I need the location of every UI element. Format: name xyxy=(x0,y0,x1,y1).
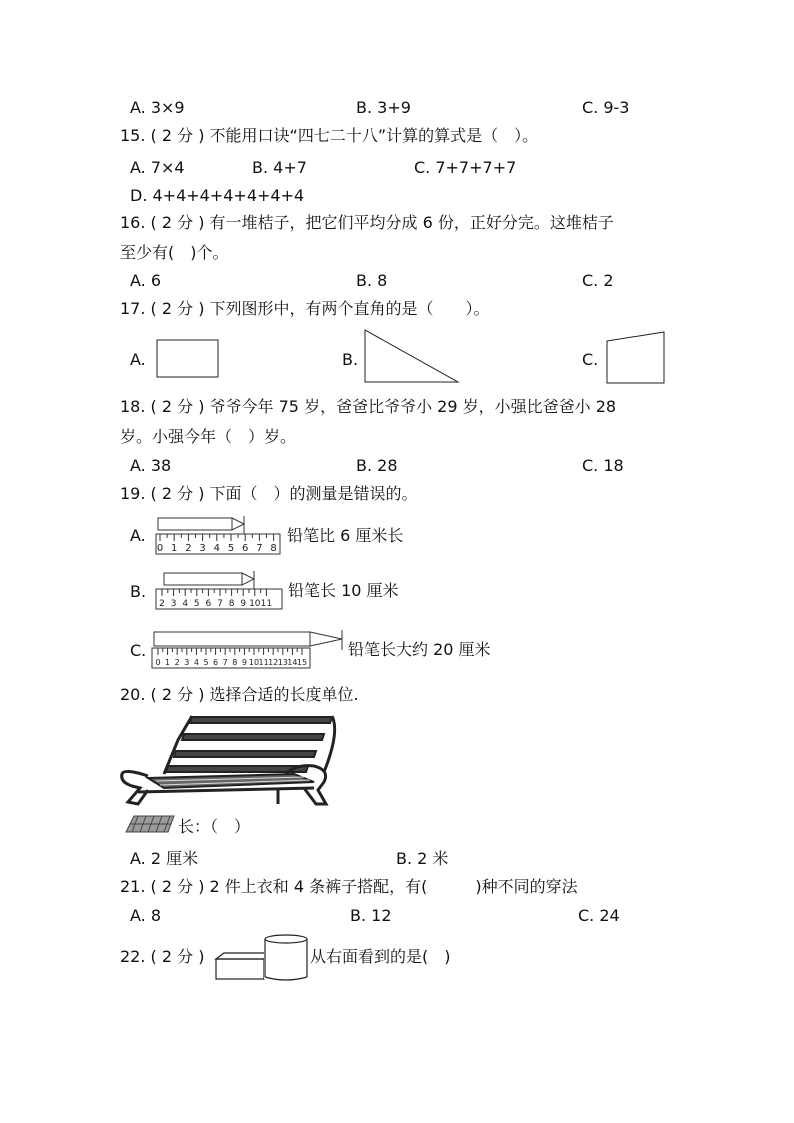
q20-stem: 20. ( 2 分 ) 选择合适的长度单位. xyxy=(120,685,359,704)
q16-option-b: B. 8 xyxy=(356,271,388,290)
ruler-tick-label: 4 xyxy=(182,599,189,609)
ruler-tick-label: 8 xyxy=(228,599,235,609)
q16-stem-line2: 至少有( )个。 xyxy=(120,243,229,262)
ruler-tick-label: 9 xyxy=(240,599,247,609)
q17-stem: 17. ( 2 分 ) 下列图形中，有两个直角的是（ ）。 xyxy=(120,299,490,318)
ruler-tick-label: 8 xyxy=(232,658,238,667)
q17-option-b: B. xyxy=(342,350,359,369)
q22-suffix: 从右面看到的是( ) xyxy=(310,947,451,966)
ruler-tick-label: 7 xyxy=(256,543,263,554)
ruler-tick-label: 7 xyxy=(222,658,228,667)
q14-option-a: A. 3×9 xyxy=(130,98,185,117)
q20-option-a: A. 2 厘米 xyxy=(130,849,199,868)
ruler-tick-label: 11 xyxy=(258,658,269,667)
ruler-tick-label: 5 xyxy=(227,543,235,554)
pencil-tip xyxy=(242,573,254,585)
q15-stem: 15. ( 2 分 ) 不能用口诀“四七二十八”计算的算式是（ ）。 xyxy=(120,126,539,145)
pencil-body xyxy=(154,632,310,646)
q20-option-b: B. 2 米 xyxy=(396,849,449,868)
ruler-tick-label: 4 xyxy=(193,658,199,667)
ruler-tick-label: 3 xyxy=(170,599,177,609)
q18-option-b: B. 28 xyxy=(356,456,398,475)
q19-ruler-figure-b xyxy=(156,571,284,611)
q19-option-a-text: 铅笔比 6 厘米长 xyxy=(287,526,404,545)
q18-stem-line1: 18. ( 2 分 ) 爷爷今年 75 岁，爸爸比爷爷小 29 岁，小强比爸爸小 28 xyxy=(120,397,617,416)
q16-option-a: A. 6 xyxy=(130,271,162,290)
q17-option-a: A. xyxy=(130,350,146,369)
ruler-tick-label: 10 xyxy=(248,658,260,667)
ruler-tick-label: 5 xyxy=(203,658,209,667)
q20-bench-illustration xyxy=(118,712,340,808)
ruler-tick-label: 5 xyxy=(193,599,200,609)
q19-option-c-text: 铅笔长大约 20 厘米 xyxy=(348,640,491,659)
ruler-tick-label: 1 xyxy=(165,658,171,667)
q21-option-c: C. 24 xyxy=(578,906,620,925)
q17-trapezoid-figure xyxy=(606,331,666,385)
q17-rectangle-figure xyxy=(156,339,220,379)
q15-option-b: B. 4+7 xyxy=(252,158,307,177)
ruler-tick-label: 2 xyxy=(159,599,165,609)
ruler-tick-label: 4 xyxy=(213,543,220,554)
q19-option-a-label: A. xyxy=(130,526,146,545)
q21-option-a: A. 8 xyxy=(130,906,162,925)
ruler-tick-label: 10 xyxy=(249,599,261,609)
ruler-tick-label: 3 xyxy=(184,658,190,667)
ruler-tick-label: 2 xyxy=(174,658,180,667)
pencil-tip xyxy=(232,518,244,530)
q15-option-a: A. 7×4 xyxy=(130,158,185,177)
q19-ruler-figure-a xyxy=(156,516,282,558)
ruler-tick-label: 13 xyxy=(277,658,288,667)
q22-prefix: 22. ( 2 分 ) xyxy=(120,947,205,966)
ruler-tick-label: 15 xyxy=(296,658,308,667)
ruler-tick-label: 6 xyxy=(205,599,212,609)
q22-objects-figure xyxy=(214,933,310,983)
q19-option-c-label: C. xyxy=(130,641,147,660)
ruler-tick-label: 14 xyxy=(287,658,298,667)
q15-option-c: C. 7+7+7+7 xyxy=(414,158,517,177)
q15-option-d: D. 4+4+4+4+4+4+4 xyxy=(130,186,305,205)
q19-ruler-figure-c xyxy=(152,630,348,672)
q16-option-c: C. 2 xyxy=(582,271,614,290)
pencil-body xyxy=(164,573,242,585)
q18-stem-line2: 岁。小强今年（ ）岁。 xyxy=(120,427,297,446)
q14-option-b: B. 3+9 xyxy=(356,98,411,117)
q18-option-c: C. 18 xyxy=(582,456,624,475)
q14-option-c: C. 9-3 xyxy=(582,98,630,117)
q20-bench-icon xyxy=(124,814,176,836)
ruler-tick-label: 2 xyxy=(185,543,192,554)
ruler-tick-label: 3 xyxy=(199,543,206,554)
q19-stem: 19. ( 2 分 ) 下面（ ）的测量是错误的。 xyxy=(120,484,418,503)
pencil-tip xyxy=(310,632,342,646)
ruler-tick-label: 6 xyxy=(213,658,219,667)
q21-option-b: B. 12 xyxy=(350,906,392,925)
ruler-tick-label: 7 xyxy=(217,599,223,609)
ruler-tick-label: 1 xyxy=(171,543,178,554)
q20-blank: 长：（ ） xyxy=(178,817,251,836)
q17-right-triangle-figure xyxy=(364,329,460,385)
ruler-tick-label: 9 xyxy=(241,658,247,667)
q16-stem-line1: 16. ( 2 分 ) 有一堆桔子，把它们平均分成 6 份，正好分完。这堆桔子 xyxy=(120,213,614,232)
q19-option-b-label: B. xyxy=(130,582,147,601)
q17-option-c: C. xyxy=(582,350,599,369)
ruler-tick-label: 0 xyxy=(156,543,164,554)
ruler-tick-label: 0 xyxy=(155,658,161,667)
q18-option-a: A. 38 xyxy=(130,456,172,475)
ruler-tick-label: 6 xyxy=(242,543,249,554)
ruler-tick-label: 11 xyxy=(260,599,273,609)
pencil-body xyxy=(158,518,232,530)
q19-option-b-text: 铅笔长 10 厘米 xyxy=(288,581,399,600)
ruler-tick-label: 12 xyxy=(268,658,279,667)
ruler-tick-label: 8 xyxy=(270,543,277,554)
q21-stem: 21. ( 2 分 ) 2 件上衣和 4 条裤子搭配，有( )种不同的穿法 xyxy=(120,877,578,896)
